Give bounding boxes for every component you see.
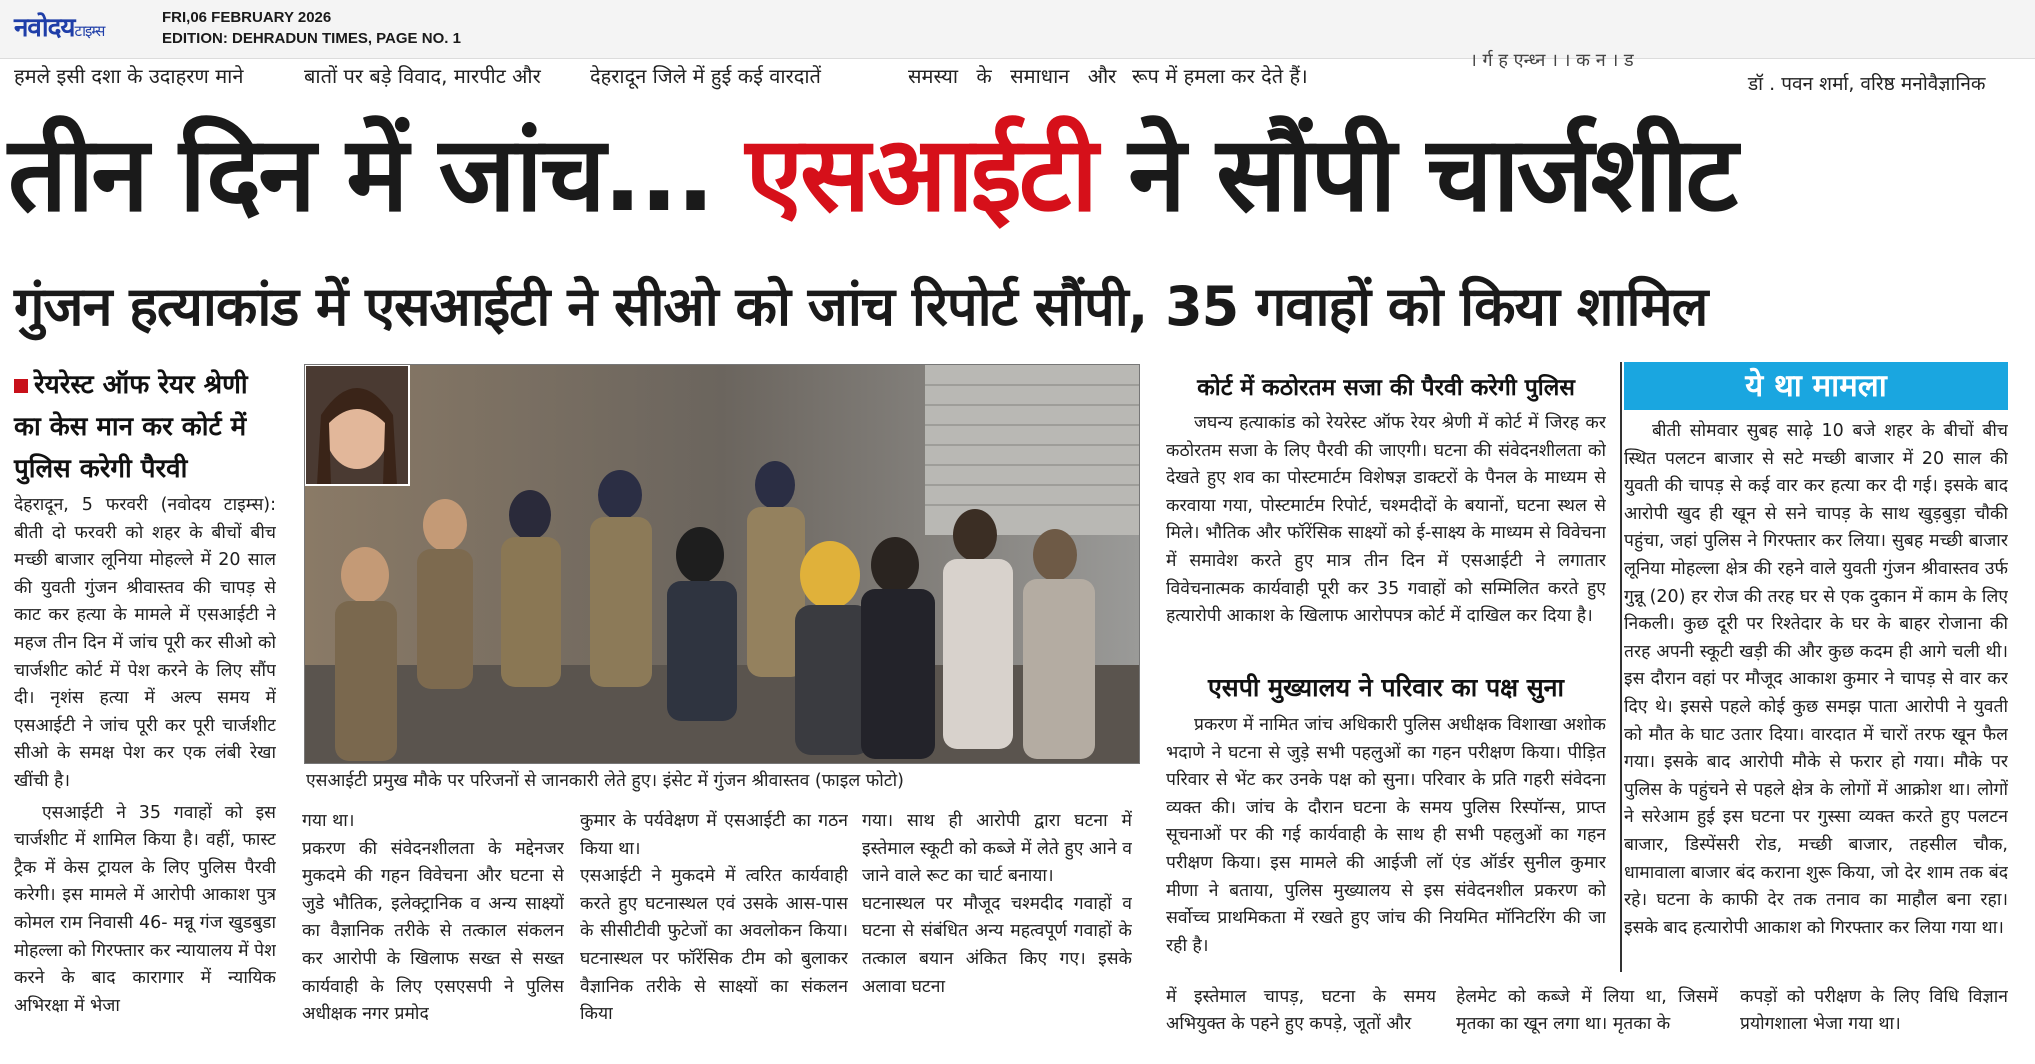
right-story-2-paragraph: प्रकरण में नामित जांच अधिकारी पुलिस अधीक्षक विशाखा अशोक भदाणे ने घटना से जुड़े सभी पहलुओं का गहन परीक्षण किया। पीड़ित परिवार से भेंट कर उनके पक्ष को सुना। परिवार के प्रति गहरी संवेदना व्यक्त की। जांच के दौरान घटना के समय पुलिस रिस्पॉन्स, प्राप्त सूचनाओं पर की गई कार्यवाही के साथ ही सभी पहलुओं का गहन परीक्षण किया। इस मामले की आईजी लॉ एंड ऑर्डर सुनील कुमार मीणा ने बताया, पुलिस मुख्यालय से इस संवेदनशील प्रकरण को सर्वोच्च प्राथमिकता में रखते हुए जांच की नियमित मॉनिटरिंग की जा रही है।: [1166, 715, 1606, 956]
news-photo[interactable]: [304, 364, 1140, 764]
headline-red-part: एसआईटी: [745, 113, 1096, 235]
box-story-title: ये था मामला: [1624, 362, 2008, 410]
middle-column-1: गया था। प्रकरण की संवेदनशीलता के मद्देनजर मुकदमे की गहन विवेचना और घटना से जुडे भौतिक, इलेक्ट्रानिक व अन्य साक्ष्यों का वैज्ञानिक तरीके से तत्काल संकलन कर आरोपी के खिलाफ सख्त से सख्त कार्यवाही के लिए एसएसपी ने पुलिस अधीक्षक नगर प्रमोद: [302, 811, 564, 1025]
right-story-1-paragraph: जघन्य हत्याकांड को रेयरेस्ट ऑफ रेयर श्रेणी में कोर्ट में जिरह कर कठोरतम सजा के लिए पैरवी की जाएगी। घटना की संवेदनशीलता को देखते हुए शव का पोस्टमार्टम विशेषज्ञ डाक्टरों के पैनल के माध्यम से करवाया गया, पोस्टमार्टम रिपोर्ट, चश्मदीदों के बयानों, घटना स्थल से मिले। भौतिक और फॉरेंसिक साक्ष्यों को ई-साक्ष्य के माध्यम से विवेचना में समावेश करते हुए मात्र तीन दिन में एसआईटी ने लगातार विवेचनात्मक कार्यवाही पूरी कर 35 गवाहों को सम्मिलित करते हुए हत्यारोपी आकाश के खिलाफ आरोपपत्र कोर्ट में दाखिल कर दिया है।: [1166, 413, 1606, 627]
bottom-column-2: हेलमेट को कब्जे में लिया था, जिसमें मृतका का खून लगा था। मृतका के: [1456, 987, 1718, 1034]
clipped-text-6: । र्ग ह एन्ध्न । । क न । ड: [1470, 50, 1634, 71]
middle-column-3: गया। साथ ही आरोपी द्वारा घटना में इस्तेमाल स्कूटी को कब्जे में लेते हुए आने व जाने वाले रूट का चार्ट बनाया। घटनास्थल पर मौजूद चश्मदीद गवाहों व घटना से संबंधित अन्य महत्वपूर्ण गवाहों के तत्काल बयान अंकित किए गए। इसके अलावा घटना: [862, 811, 1132, 997]
newspaper-logo[interactable]: [14, 8, 104, 44]
subheadline: गुंजन हत्याकांड में एसआईटी ने सीओ को जांच रिपोर्ट सौंपी, 35 गवाहों को किया शामिल: [14, 275, 1708, 338]
byline-top: डॉ . पवन शर्मा, वरिष्ठ मनोवैज्ञानिक: [1748, 73, 1986, 95]
right-story-2-heading: एसपी मुख्यालय ने परिवार का पक्ष सुना: [1207, 673, 1565, 702]
bottom-column-3: कपड़ों को परीक्षण के लिए विधि विज्ञान प्रयोगशाला भेजा गया था।: [1740, 987, 2008, 1034]
logo-sub-text: टाइम्स: [74, 22, 105, 40]
clipped-text-5: रूप में हमला कर देते हैं।: [1132, 64, 1308, 88]
left-story-body: [14, 492, 276, 1052]
clipped-text-1: हमले इसी दशा के उदाहरण माने: [14, 64, 244, 88]
issue-date: FRI,06 FEBRUARY 2026: [162, 9, 332, 26]
left-story-heading: [14, 364, 276, 490]
clipped-text-2: बातों पर बड़े विवाद, मारपीट और: [304, 64, 541, 88]
bullet-square-icon: [14, 379, 28, 393]
left-paragraph-2: एसआईटी ने 35 गवाहों को इस चार्जशीट में शामिल किया है। वहीं, फास्ट ट्रैक में केस ट्रायल के लिए पुलिस पैरवी करेगी। इस मामले में आरोपी आकाश पुत्र कोमल राम निवासी 46- मन्नू गंज खुडबुडा मोहल्ला को गिरफ्तार कर न्यायालय में पेश करने के बाद कारागार में न्यायिक अभिरक्षा में भेजा: [14, 802, 276, 1016]
left-paragraph-1: देहरादून, 5 फरवरी (नवोदय टाइम्स): बीती दो फरवरी को शहर के बीचों बीच मच्छी बाजार लूनिया मोहल्ले में 20 साल की युवती गुंजन श्रीवास्तव की चापड़ से काट कर हत्या के मामले में एसआईटी ने महज तीन दिन में जांच पूरी कर सीओ को चार्जशीट कोर्ट में पेश करने के लिए सौंप दी। नृशंस हत्या में अल्प समय में एसआईटी ने जांच पूरी कर पूरी चार्जशीट सीओ के समक्ष पेश कर एक लंबी रेखा खींची है।: [14, 495, 276, 791]
box-story-body: [1624, 418, 2008, 966]
left-story-heading-text: रेयरेस्ट ऑफ रेयर श्रेणी का केस मान कर कोर्ट में पुलिस करेगी पैरवी: [14, 370, 248, 484]
column-divider: [1620, 362, 1622, 972]
headline-part-2: ने सौंपी चार्जशीट: [1128, 113, 1735, 235]
bottom-column-1: में इस्तेमाल चापड़, घटना के समय अभियुक्त के पहने हुए कपड़े, जूतों और: [1166, 987, 1436, 1034]
photo-caption: एसआईटी प्रमुख मौके पर परिजनों से जानकारी लेते हुए। इंसेट में गुंजन श्रीवास्तव (फाइल फोटो): [306, 771, 904, 791]
right-story-1-body: [1166, 410, 1606, 656]
edition-info: EDITION: DEHRADUN TIMES, PAGE NO. 1: [162, 30, 461, 47]
headline-part-1: तीन दिन में जांच...: [8, 113, 713, 235]
right-story-2-body: [1166, 712, 1606, 958]
crowd-photo-illustration: [305, 365, 1139, 763]
clipped-text-4: समस्या के समाधान और: [908, 64, 1117, 88]
logo-main-text: नवोदय: [14, 13, 75, 43]
clipped-text-3: देहरादून जिले में हुई कई वारदातें: [590, 64, 821, 88]
right-story-1-heading: कोर्ट में कठोरतम सजा की पैरवी करेगी पुलिस: [1197, 375, 1575, 401]
middle-column-2: कुमार के पर्यवेक्षण में एसआईटी का गठन किया था। एसआईटी ने मुकदमे में त्वरित कार्यवाही करते हुए घटनास्थल एवं उसके आस-पास के सीसीटीवी फुटेजों का अवलोकन किया। घटनास्थल पर फॉरेंसिक टीम को बुलाकर वैज्ञानिक तरीके से साक्ष्यों का संकलन किया: [580, 811, 848, 1025]
main-headline: [8, 104, 2028, 244]
box-story-paragraph: बीती सोमवार सुबह साढ़े 10 बजे शहर के बीचों बीच स्थित पलटन बाजार से सटे मच्छी बाजार में 20 साल की युवती की चापड़ से कई वार कर हत्या कर दी गई। इसके बाद आरोपी खुद ही खून से सने चापड़ के साथ खुड़बुड़ा चौकी पहुंचा, जहां पुलिस ने गिरफ्तार कर लिया। सुबह मच्छी बाजार लूनिया मोहल्ला क्षेत्र की रहने वाले युवती गुंजन श्रीवास्तव उर्फ गुन्नू (20) हर रोज की तरह घर से एक दुकान में काम के लिए निकली। कुछ दूरी पर रिश्तेदार के घर के बाहर रोजाना की तरह अपनी स्कूटी खड़ी की और कुछ कदम ही आगे चली थी। इस दौरान वहां पर मौजूद आकाश कुमार ने चापड़ से वार कर दिए थे। इससे पहले कोई कुछ समझ पाता आरोपी ने युवती को मौत के घाट उतार दिया। वारदात में चारों तरफ खून फैल गया। इसके बाद आरोपी मौके से फरार हो गया। मौके पर पुलिस के पहुंचने से पहले क्षेत्र के लोगों में आक्रोश था। लोगों ने सरेआम हुई इस घटना पर गुस्सा व्यक्त करते हुए पलटन बाजार, डिस्पेंसरी रोड, मच्छी बाजार, तहसील चौक, धामावाला बाजार बंद कराना शुरू किया, जो देर शाम तक बंद रहे। घटना के काफी देर तक तनाव का माहौल बना रहा। इसके बाद हत्यारोपी आकाश को गिरफ्तार कर लिया गया था।: [1624, 421, 2008, 938]
